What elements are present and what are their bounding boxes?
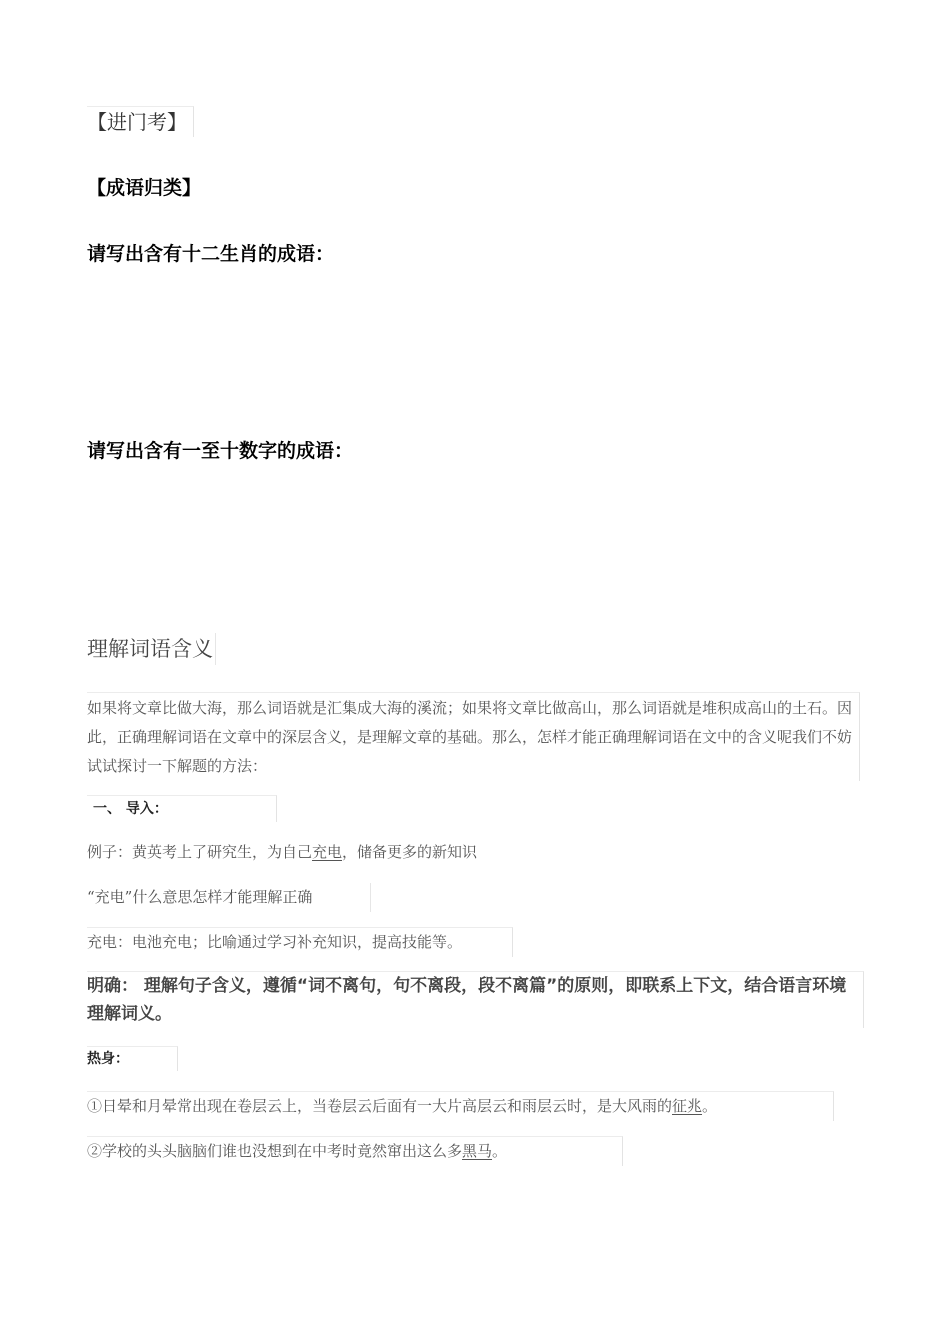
example-sentence [87, 838, 477, 867]
heading-entrance: 【进门考】 [87, 106, 194, 137]
item1-suffix: 。 [702, 1097, 718, 1115]
warmup-item-2 [87, 1136, 623, 1166]
warmup-item-1 [87, 1091, 834, 1121]
item2-suffix: 。 [492, 1142, 508, 1160]
item2-keyword: 黑马 [462, 1142, 493, 1160]
section-title: 理解词语含义 [87, 633, 216, 665]
sub-intro-heading: 一、 导入： [87, 795, 277, 822]
heading-idiom-classification: 【成语归类】 [87, 177, 202, 199]
example-keyword: 充电 [312, 843, 343, 861]
prompt-zodiac-idioms: 请写出含有十二生肖的成语： [87, 243, 335, 265]
item1-prefix: ①日晕和月晕常出现在卷层云上，当卷层云后面有一大片高层云和雨层云时，是大风雨的 [87, 1097, 673, 1115]
prompt-number-idioms: 请写出含有一至十数字的成语： [87, 440, 354, 462]
question-text: “充电”什么意思怎样才能理解正确 [87, 883, 371, 912]
answer-text: 充电：电池充电；比喻通过学习补充知识，提高技能等。 [87, 927, 513, 957]
item1-keyword: 征兆 [672, 1097, 703, 1115]
example-prefix: 例子：黄英考上了研究生，为自己 [87, 843, 313, 861]
intro-paragraph: 如果将文章比做大海，那么词语就是汇集成大海的溪流；如果将文章比做高山，那么词语就是堆积成高山的土石。因此，正确理解词语在文章中的深层含义，是理解文章的基础。那么，怎样才能正确理解词语在文中的含义呢我们不妨试试探讨一下解题的方法： [87, 692, 860, 781]
item2-prefix: ②学校的头头脑脑们谁也没想到在中考时竟然窜出这么多 [87, 1142, 463, 1160]
clarify-paragraph: 明确： 理解句子含义，遵循“词不离句，句不离段，段不离篇”的原则，即联系上下文，结合语言环境理解词义。 [87, 971, 864, 1028]
example-suffix: ，储备更多的新知识 [342, 843, 478, 861]
warmup-label: 热身： [87, 1046, 178, 1071]
